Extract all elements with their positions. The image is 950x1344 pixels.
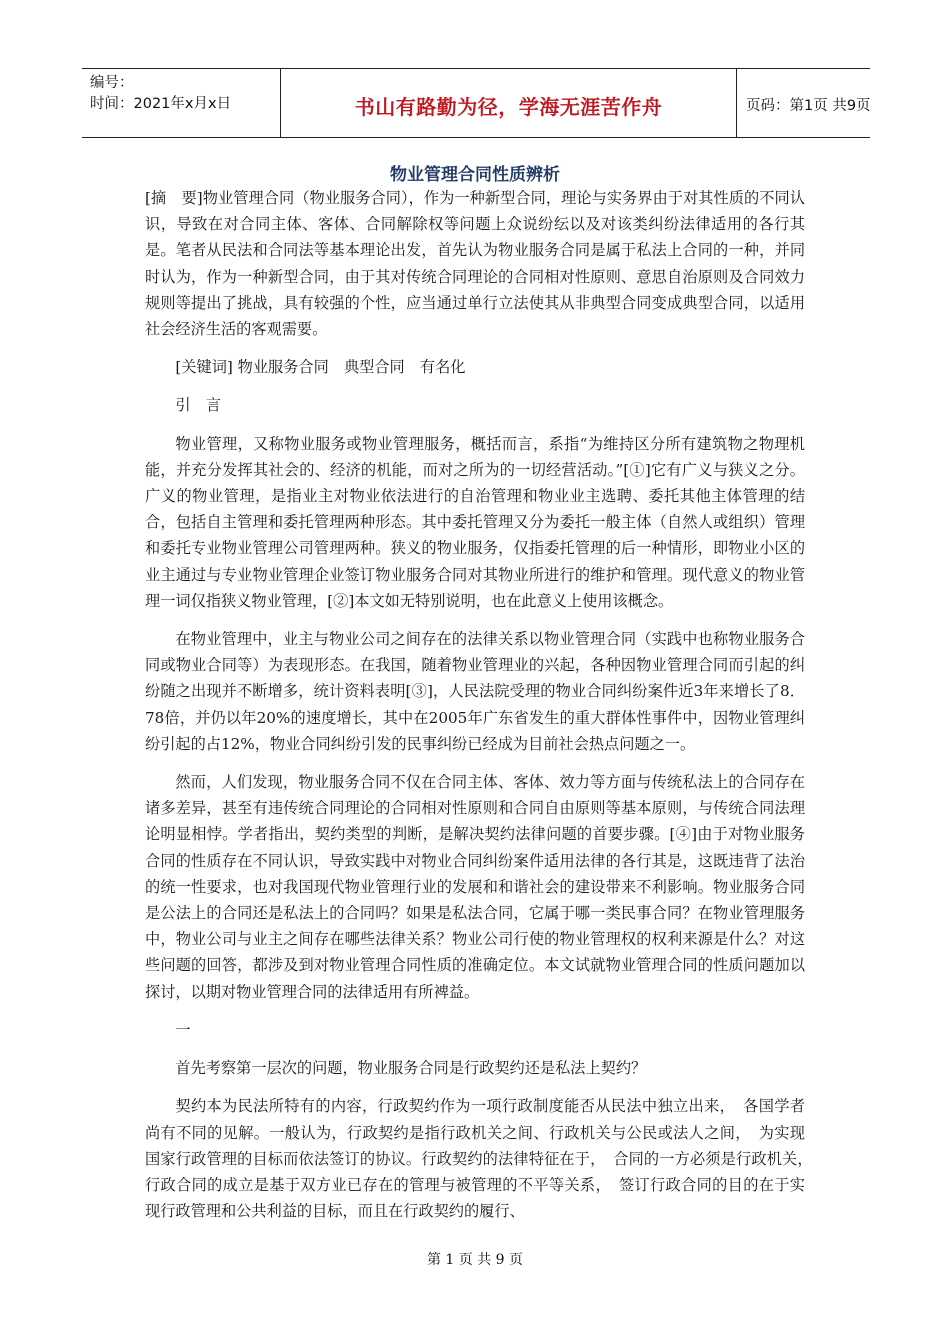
header-page-cell — [736, 69, 870, 137]
document-title: 物业管理合同性质辨析 — [390, 165, 560, 185]
keywords-line: [关键词] 物业服务合同 典型合同 有名化 — [175, 358, 466, 377]
section-question: 首先考察第一层次的问题，物业服务合同是行政契约还是私法上契约？ — [175, 1059, 647, 1078]
abstract-paragraph: [摘 要]物业管理合同（物业服务合同），作为一种新型合同，理论与实务界由于对其性质的不同认识，导致在对合同主体、客体、合同解除权等问题上众说纷纭以及对该类纠纷法律适用的各行其是。笔者从民法和合同法等基本理论出发，首先认为物业服务合同是属于私法上合同的一种，并同时认为，作为一种新型合同，由于其对传统合同理论的合同相对性原则、意思自治原则及合同效力规则等提出了挑战，具有较强的个性，应当通过单行立法使其从非典型合同变成典型合同，以适用社会经济生活的客观需要。 — [145, 189, 805, 339]
date-label: 时间：2021年x月x日 — [90, 96, 232, 112]
page-footer: 第 1 页 共 9 页 — [426, 1252, 524, 1268]
body-paragraph: 物业管理，又称物业服务或物业管理服务，概括而言，系指“为维持区分所有建筑物之物理机能，并充分发挥其社会的、经济的机能，而对之所为的一切经营活动。”[①]它有广义与狭义之分。广义的物业管理，是指业主对物业依法进行的自治管理和物业业主选聘、委托其他主体管理的结合，包括自主管理和委托管理两种形态。其中委托管理又分为委托一般主体（自然人或组织）管理和委托专业物业管理公司管理两种。狭义的物业服务，仅指委托管理的后一种情形，即物业小区的业主通过与专业物业管理企业签订物业服务合同对其物业所进行的维护和管理。现代意义的物业管理一词仅指狭义物业管理，[②]本文如无特别说明，也在此意义上使用该概念。 — [145, 434, 805, 610]
header-meta-cell — [82, 69, 280, 137]
header-page-info: 页码：第1页 共9页 — [746, 98, 871, 114]
header-motto: 书山有路勤为径，学海无涯苦作舟 — [354, 95, 663, 119]
body-paragraph: 在物业管理中，业主与物业公司之间存在的法律关系以物业管理合同（实践中也称物业服务合同或物业合同等）为表现形态。在我国，随着物业管理业的兴起，各种因物业管理合同而引起的纠纷随之出现并不断增多，统计资料表明[③]，人民法院受理的物业合同纠纷案件近3年来增长了8．78倍，并仍以年20%的速度增长，其中在2005年广东省发生的重大群体性事件中，因物业管理纠纷引起的占12%，物业合同纠纷引发的民事纠纷已经成为目前社会热点问题之一。 — [145, 630, 805, 753]
section-heading: 一 — [175, 1020, 191, 1039]
header-motto-cell — [280, 69, 737, 137]
body-paragraph: 然而，人们发现，物业服务合同不仅在合同主体、客体、效力等方面与传统私法上的合同存在诸多差异，甚至有违传统合同理论的合同相对性原则和合同自由原则等基本原则，与传统合同法理论明显相悖。学者指出，契约类型的判断，是解决契约法律问题的首要步骤。[④]由于对物业服务合同的性质存在不同认识，导致实践中对物业合同纠纷案件适用法律的各行其是，这既违背了法治的统一性要求，也对我国现代物业管理行业的发展和和谐社会的建设带来不利影响。物业服务合同是公法上的合同还是私法上的合同吗？如果是私法合同，它属于哪一类民事合同？在物业管理服务中，物业公司与业主之间存在哪些法律关系？物业公司行使的物业管理权的权利来源是什么？对这些问题的回答，都涉及到对物业管理合同性质的准确定位。本文试就物业管理合同的性质问题加以探讨，以期对物业管理合同的法律适用有所裨益。 — [145, 773, 805, 1001]
header-table — [82, 68, 870, 138]
document-body — [145, 185, 821, 1224]
number-label: 编号： — [90, 75, 134, 91]
body-paragraph: 契约本为民法所特有的内容，行政契约作为一项行政制度能否从民法中独立出来， 各国学者尚有不同的见解。一般认为，行政契约是指行政机关之间、行政机关与公民或法人之间， 为实现国家行政管理的目标而依法签订的协议。行政契约的法律特征在于， 合同的一方必须是行政机关， 行政合同的成立是基于双方业已存在的管理与被管理的不平等关系， 签订行政合同的目的在于实现行政管理和公共利益的目标，而且在行政契约的履行、 — [145, 1097, 821, 1221]
intro-heading: 引 言 — [175, 396, 221, 415]
